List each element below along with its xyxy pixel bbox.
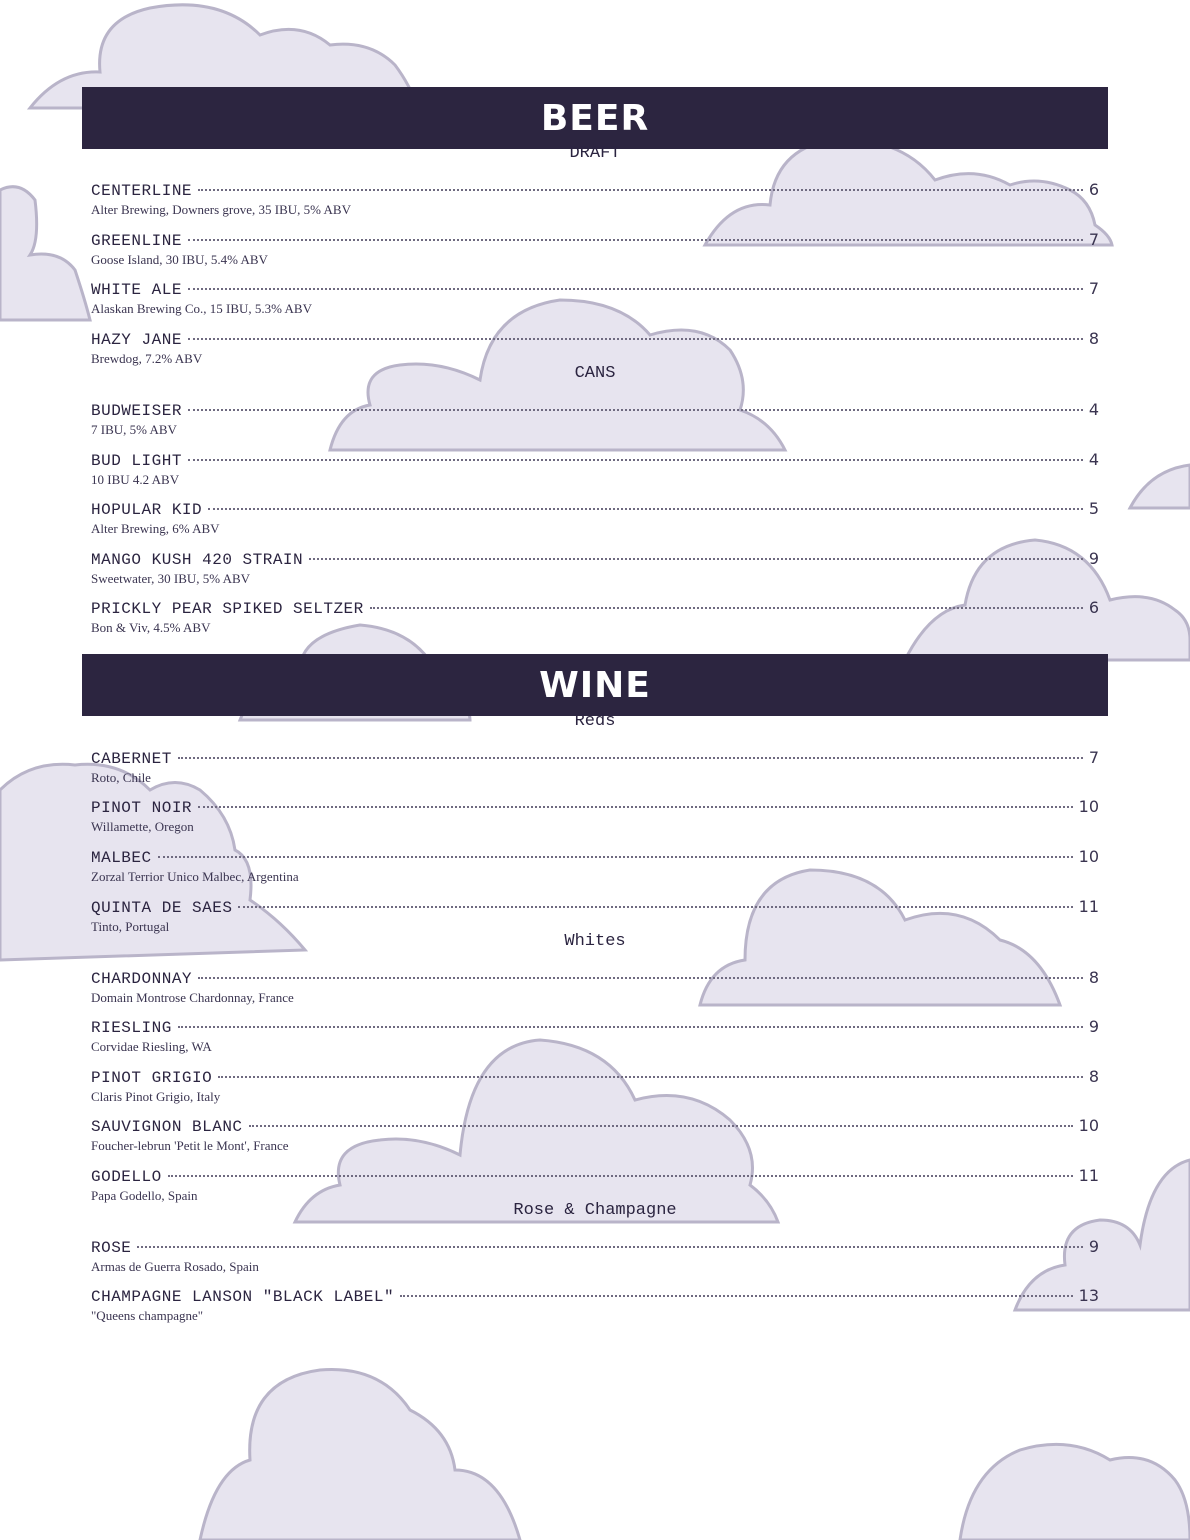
item-description: "Queens champagne" — [91, 1308, 204, 1323]
dot-leader — [400, 1295, 1073, 1297]
item-name: CENTERLINE — [91, 182, 193, 200]
item-name: ROSE — [91, 1239, 132, 1257]
item-name: SAUVIGNON BLANC — [91, 1118, 243, 1136]
item-name: CHARDONNAY — [91, 970, 193, 988]
dot-leader — [137, 1246, 1082, 1248]
item-description: Claris Pinot Grigio, Italy — [91, 1089, 221, 1104]
item-description: 10 IBU 4.2 ABV — [91, 472, 180, 487]
item-description: Brewdog, 7.2% ABV — [91, 351, 203, 366]
item-name: GODELLO — [91, 1168, 162, 1186]
menu-item — [91, 847, 1099, 893]
dot-leader — [249, 1125, 1073, 1127]
item-price: 13 — [1078, 1286, 1099, 1305]
dot-leader — [188, 459, 1083, 461]
item-description: Roto, Chile — [91, 770, 151, 785]
menu-item — [91, 1017, 1099, 1063]
section-banner-beer: BEER — [82, 87, 1108, 149]
menu-item — [91, 598, 1099, 644]
item-price: 11 — [1078, 897, 1099, 916]
menu-item — [91, 748, 1099, 794]
dot-leader — [188, 409, 1083, 411]
dot-leader — [178, 1026, 1083, 1028]
item-description: Domain Montrose Chardonnay, France — [91, 990, 294, 1005]
menu-item — [91, 400, 1099, 446]
item-name: HAZY JANE — [91, 331, 182, 349]
menu-item — [91, 797, 1099, 843]
item-description: Goose Island, 30 IBU, 5.4% ABV — [91, 252, 268, 267]
item-price: 9 — [1088, 1237, 1099, 1256]
item-name: GREENLINE — [91, 232, 182, 250]
item-price: 5 — [1088, 499, 1099, 518]
menu-item — [91, 968, 1099, 1014]
item-name: RIESLING — [91, 1019, 172, 1037]
item-name: BUD LIGHT — [91, 452, 182, 470]
item-price: 7 — [1088, 748, 1099, 767]
menu-item — [91, 279, 1099, 325]
item-price: 10 — [1078, 797, 1099, 816]
dot-leader — [218, 1076, 1083, 1078]
item-description: Alter Brewing, Downers grove, 35 IBU, 5% ABV — [91, 202, 351, 217]
dot-leader — [370, 607, 1083, 609]
item-price: 8 — [1088, 968, 1099, 987]
group-heading-whites: Whites — [564, 932, 626, 951]
item-name: MANGO KUSH 420 STRAIN — [91, 551, 304, 569]
item-name: PINOT GRIGIO — [91, 1069, 213, 1087]
item-name: CABERNET — [91, 750, 172, 768]
item-name: PRICKLY PEAR SPIKED SELTZER — [91, 600, 364, 618]
dot-leader — [188, 338, 1083, 340]
item-description: Willamette, Oregon — [91, 819, 194, 834]
menu-item — [91, 230, 1099, 276]
dot-leader — [158, 856, 1073, 858]
item-price: 7 — [1088, 279, 1099, 298]
item-description: 7 IBU, 5% ABV — [91, 422, 177, 437]
dot-leader — [188, 288, 1083, 290]
dot-leader — [188, 239, 1083, 241]
item-price: 9 — [1088, 549, 1099, 568]
item-description: Foucher-lebrun 'Petit le Mont', France — [91, 1138, 289, 1153]
section-banner-wine: WINE — [82, 654, 1108, 716]
menu-item — [91, 450, 1099, 496]
item-name: MALBEC — [91, 849, 152, 867]
item-price: 8 — [1088, 1067, 1099, 1086]
item-price: 10 — [1078, 847, 1099, 866]
item-price: 4 — [1088, 400, 1099, 419]
menu-item — [91, 1116, 1099, 1162]
dot-leader — [208, 508, 1083, 510]
item-name: HOPULAR KID — [91, 501, 203, 519]
dot-leader — [178, 757, 1083, 759]
group-heading-reds: Reds — [574, 712, 616, 731]
menu-item — [91, 499, 1099, 545]
item-price: 4 — [1088, 450, 1099, 469]
dot-leader — [198, 806, 1073, 808]
menu-item — [91, 549, 1099, 595]
item-name: CHAMPAGNE LANSON "BLACK LABEL" — [91, 1288, 395, 1306]
item-description: Alaskan Brewing Co., 15 IBU, 5.3% ABV — [91, 301, 312, 316]
item-price: 9 — [1088, 1017, 1099, 1036]
item-price: 6 — [1088, 180, 1099, 199]
dot-leader — [238, 906, 1072, 908]
item-price: 8 — [1088, 329, 1099, 348]
item-name: WHITE ALE — [91, 281, 182, 299]
item-description: Corvidae Riesling, WA — [91, 1039, 212, 1054]
menu-item — [91, 1237, 1099, 1283]
item-name: PINOT NOIR — [91, 799, 193, 817]
dot-leader — [198, 189, 1083, 191]
item-price: 10 — [1078, 1116, 1099, 1135]
item-description: Armas de Guerra Rosado, Spain — [91, 1259, 259, 1274]
item-description: Bon & Viv, 4.5% ABV — [91, 620, 211, 635]
item-description: Papa Godello, Spain — [91, 1188, 198, 1203]
item-name: BUDWEISER — [91, 402, 182, 420]
item-price: 11 — [1078, 1166, 1099, 1185]
item-price: 7 — [1088, 230, 1099, 249]
item-description: Tinto, Portugal — [91, 919, 170, 934]
dot-leader — [309, 558, 1083, 560]
item-price: 6 — [1088, 598, 1099, 617]
dot-leader — [198, 977, 1083, 979]
menu-item — [91, 1286, 1099, 1332]
item-description: Zorzal Terrior Unico Malbec, Argentina — [91, 869, 299, 884]
item-description: Sweetwater, 30 IBU, 5% ABV — [91, 571, 251, 586]
menu-item — [91, 180, 1099, 226]
group-heading-cans: CANS — [574, 364, 616, 383]
dot-leader — [168, 1175, 1073, 1177]
item-name: QUINTA DE SAES — [91, 899, 233, 917]
group-heading-rose-champagne: Rose & Champagne — [513, 1201, 677, 1220]
group-heading-draft: DRAFT — [569, 144, 621, 163]
item-description: Alter Brewing, 6% ABV — [91, 521, 220, 536]
menu-item — [91, 1067, 1099, 1113]
